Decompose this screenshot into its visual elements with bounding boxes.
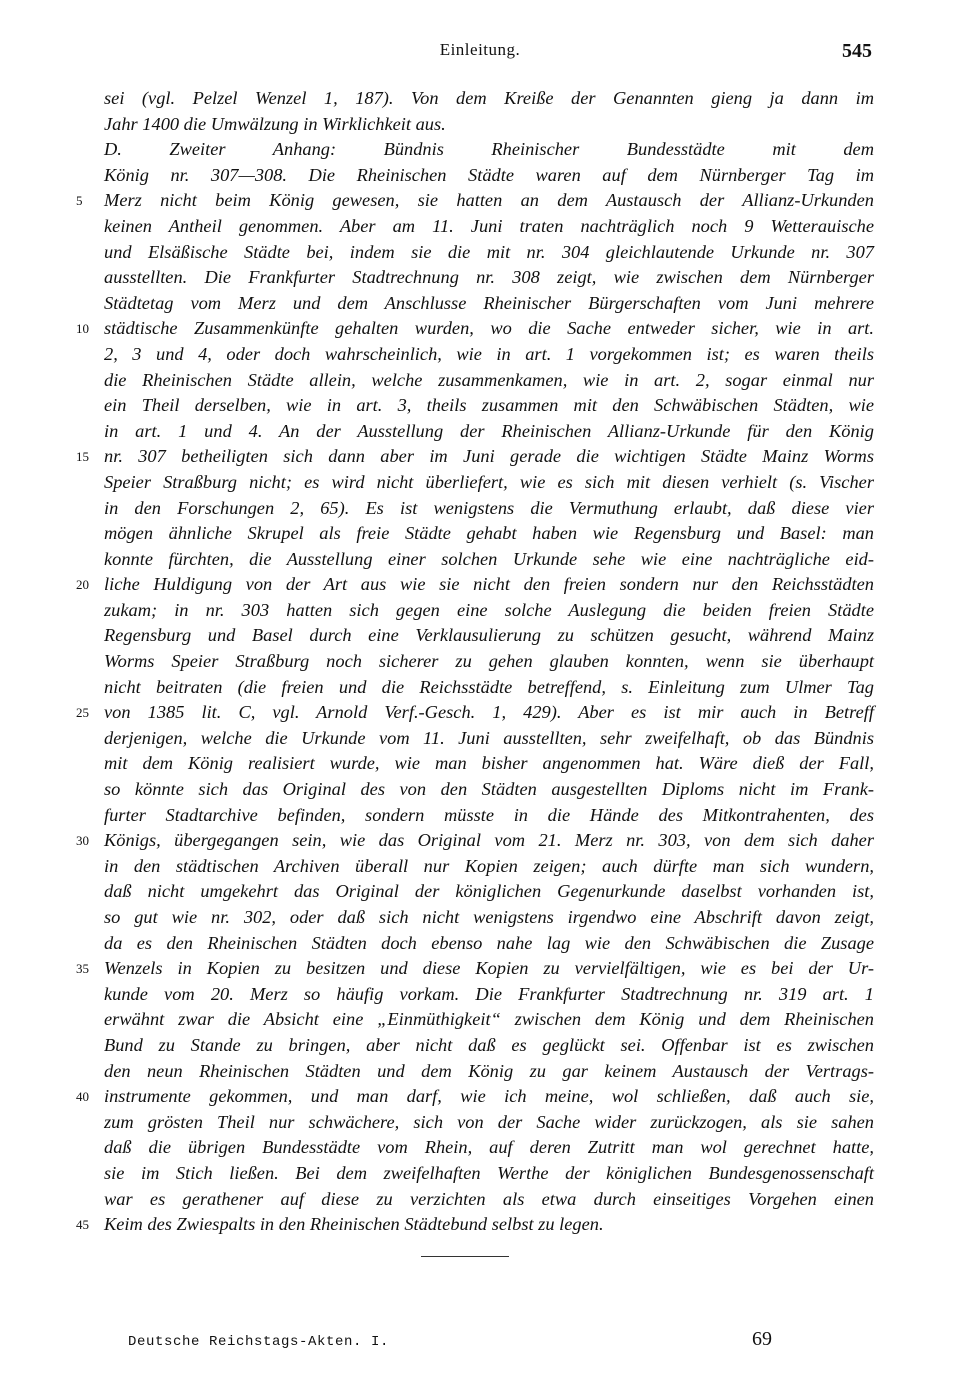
text-line (104, 649, 874, 675)
text-line-content: Königs, übergegangen sein, wie das Original vom 21. Merz nr. 303, von dem sich daher (104, 830, 874, 851)
text-line (104, 905, 874, 931)
line-number: 5 (76, 193, 83, 209)
text-line (104, 265, 874, 291)
text-line-content: zukam; in nr. 303 hatten sich gegen eine solche Auslegung die beiden freien Städte (104, 599, 874, 620)
text-line (104, 214, 874, 240)
text-line (104, 1033, 874, 1059)
text-line (104, 470, 874, 496)
text-line (76, 1084, 874, 1110)
text-line-content: so gut wie nr. 302, oder daß sich nicht wenigstens irgendwo eine Abschrift davon zeigt, (104, 907, 874, 927)
text-line (104, 1187, 874, 1213)
footer-rule (421, 1256, 509, 1257)
text-line-content: Worms Speier Straßburg noch sicherer zu gehen glauben konnten, wenn sie überhaupt (104, 651, 874, 672)
text-line-content: die Rheinischen Städte allein, welche zusammenkamen, wie in art. 2, sogar einmal nur (104, 369, 874, 390)
text-line-content: Keim des Zwiespalts in den Rheinischen Städtebund selbst zu legen. (104, 1214, 604, 1235)
text-line (104, 1059, 874, 1085)
text-line-content: liche Huldigung von der Art aus wie sie nicht den freien sondern nur den Reichsstädten (104, 574, 874, 595)
text-line-content: derjenigen, welche die Urkunde vom 11. Juni ausstellten, sehr zweifelhaft, ob das Bündnis (104, 727, 874, 748)
text-line (104, 521, 874, 547)
text-line-content: städtische Zusammenkünfte gehalten wurden, wo die Sache entweder sicher, wie in art. (104, 318, 874, 339)
text-line-content: Speier Straßburg nicht; es wird nicht überliefert, wie es sich mit diesen verhielt (s. Vischer (104, 471, 874, 492)
text-line-content: in den Forschungen 2, 65). Es ist wenigstens die Vermuthung erlaubt, daß diese vier (104, 497, 874, 518)
text-line-content: furter Stadtarchive befinden, sondern müsste in die Hände des Mitkontrahenten, des (104, 804, 874, 825)
text-line-content: nr. 307 betheiligten sich dann aber im Juni gerade die wichtigen Städte Mainz Worms (104, 446, 874, 467)
text-line (104, 137, 874, 163)
text-line-content: konnte fürchten, die Ausstellung einer solchen Urkunde sehe wie eine nachträgliche eid- (104, 548, 874, 569)
text-line (104, 931, 874, 957)
text-line (104, 982, 874, 1008)
text-line (76, 828, 874, 854)
text-line-content: erwähnt zwar die Absicht eine „Einmüthigkeit“ zwischen dem König und dem Rheinischen (104, 1009, 874, 1030)
text-line-content: den neun Rheinischen Städten und dem König zu gar keinem Austausch der Vertrags- (104, 1060, 874, 1081)
text-line-content: in art. 1 und 4. An der Ausstellung der Rheinischen Allianz-Urkunde für den König (104, 420, 874, 441)
text-line (104, 675, 874, 701)
line-number: 20 (76, 577, 89, 593)
text-line (104, 1007, 874, 1033)
line-number: 40 (76, 1089, 89, 1105)
text-line-content: Jahr 1400 die Umwälzung in Wirklichkeit aus. (104, 113, 446, 134)
text-line (76, 572, 874, 598)
text-line (104, 342, 874, 368)
line-number: 25 (76, 705, 89, 721)
text-line-content: D. Zweiter Anhang: Bündnis Rheinischer Bundesstädte mit dem (104, 139, 874, 160)
text-line-content: ausstellten. Die Frankfurter Stadtrechnung nr. 308 zeigt, wie zwischen dem Nürnberger (104, 267, 874, 288)
text-line-content: König nr. 307—308. Die Rheinischen Städte waren auf dem Nürnberger Tag im (104, 164, 874, 185)
text-line-content: nicht beitraten (die freien und die Reichsstädte betreffend, s. Einleitung zum Ulmer Tag (104, 676, 874, 697)
footer-signature: Deutsche Reichstags-Akten. I. (128, 1334, 390, 1350)
line-number: 10 (76, 321, 89, 337)
text-line-content: war es gerathener auf diese zu verzichten als etwa durch einseitiges Vorgehen einen (104, 1188, 874, 1209)
text-line-content: Städtetag vom Merz und dem Anschlusse Rheinischer Bürgerschaften vom Juni mehrere (104, 292, 874, 313)
text-line (76, 1212, 874, 1238)
text-line (104, 598, 874, 624)
text-line (104, 496, 874, 522)
text-line-content: sei (vgl. Pelzel Wenzel 1, 187). Von dem Kreiße der Genannten gieng ja dann im (104, 88, 874, 108)
text-line-content: und Elsäßische Städte bei, indem sie die mit nr. 304 gleichlautende Urkunde nr. 307 (104, 241, 874, 262)
text-line-content: Merz nicht beim König gewesen, sie hatten an dem Austausch der Allianz-Urkunden (104, 190, 874, 211)
text-line (104, 1135, 874, 1161)
text-line (104, 393, 874, 419)
text-line (104, 163, 874, 189)
text-line (104, 1110, 874, 1136)
text-line (104, 86, 874, 112)
line-number: 30 (76, 833, 89, 849)
text-line-content: kunde vom 20. Merz so häufig vorkam. Die Frankfurter Stadtrechnung nr. 319 art. 1 (104, 983, 874, 1004)
text-line-content: 2, 3 und 4, oder doch wahrscheinlich, wie in art. 1 vorgekommen ist; es waren theils (104, 343, 874, 364)
text-line-content: daß die übrigen Bundesstädte vom Rhein, auf deren Zutritt man wol gerechnet hatte, (104, 1137, 874, 1158)
text-line-content: keinen Antheil genommen. Aber am 11. Juni traten nachträglich noch 9 Wetterauische (104, 215, 874, 236)
footer-sheet-number: 69 (752, 1328, 772, 1350)
text-line-content: in den städtischen Archiven überall nur Kopien zeigen; auch dürfte man sich wundern, (104, 855, 874, 876)
page-header-title: Einleitung. (439, 40, 521, 59)
text-line (104, 803, 874, 829)
text-line (104, 419, 874, 445)
page-number: 545 (842, 40, 872, 62)
text-line (104, 547, 874, 573)
text-line (76, 700, 874, 726)
line-number: 45 (76, 1217, 89, 1233)
text-line-content: zum grösten Theil nur schwächere, sich von der Sache wider zurückzogen, als sie sahen (104, 1111, 874, 1132)
line-number: 35 (76, 961, 89, 977)
text-line (104, 854, 874, 880)
text-line-content: instrumente gekommen, und man darf, wie ich meine, wol schließen, daß auch sie, (104, 1086, 874, 1107)
text-line-content: Bund zu Stande zu bringen, aber nicht daß es geglückt sei. Offenbar ist es zwischen (104, 1034, 874, 1055)
text-line (104, 726, 874, 752)
text-line (104, 777, 874, 803)
text-line (76, 188, 874, 214)
text-line-content: so könnte sich das Original des von den Städten ausgestellten Diploms nicht im Frank- (104, 779, 874, 800)
text-line (104, 291, 874, 317)
text-line-content: mit dem König realisiert wurde, wie man bisher angenommen hat. Wäre dieß der Fall, (104, 753, 874, 774)
text-line (76, 444, 874, 470)
line-number: 15 (76, 449, 89, 465)
text-line-content: ein Theil derselben, wie in art. 3, theils zusammen mit den Schwäbischen Städten, wie (104, 395, 874, 416)
text-line (104, 1161, 874, 1187)
text-line-content: Regensburg und Basel durch eine Verklausulierung zu schützen gesucht, während Mainz (104, 625, 874, 646)
text-line (76, 956, 874, 982)
text-line-content: sie im Stich ließen. Bei dem zweifelhaften Werthe der königlichen Bundesgenossenschaft (104, 1162, 874, 1183)
text-line (104, 112, 874, 138)
text-line-content: mögen ähnliche Skrupel als freie Städte gehabt haben wie Regensburg und Basel: man (104, 523, 874, 544)
text-line (104, 879, 874, 905)
text-line (104, 240, 874, 266)
text-line-content: Wenzels in Kopien zu besitzen und diese Kopien zu vervielfältigen, wie es bei der Ur- (104, 958, 874, 979)
text-line (104, 623, 874, 649)
text-line (76, 316, 874, 342)
body-text (76, 86, 874, 1238)
text-line-content: von 1385 lit. C, vgl. Arnold Verf.-Gesch. 1, 429). Aber es ist mir auch in Betreff (104, 702, 874, 723)
text-line (104, 751, 874, 777)
text-line (104, 368, 874, 394)
text-line-content: da es den Rheinischen Städten doch ebenso nahe lag wie den Schwäbischen die Zusage (104, 932, 874, 953)
text-line-content: daß nicht umgekehrt das Original der königlichen Gegenurkunde daselbst vorhanden ist, (104, 881, 874, 902)
